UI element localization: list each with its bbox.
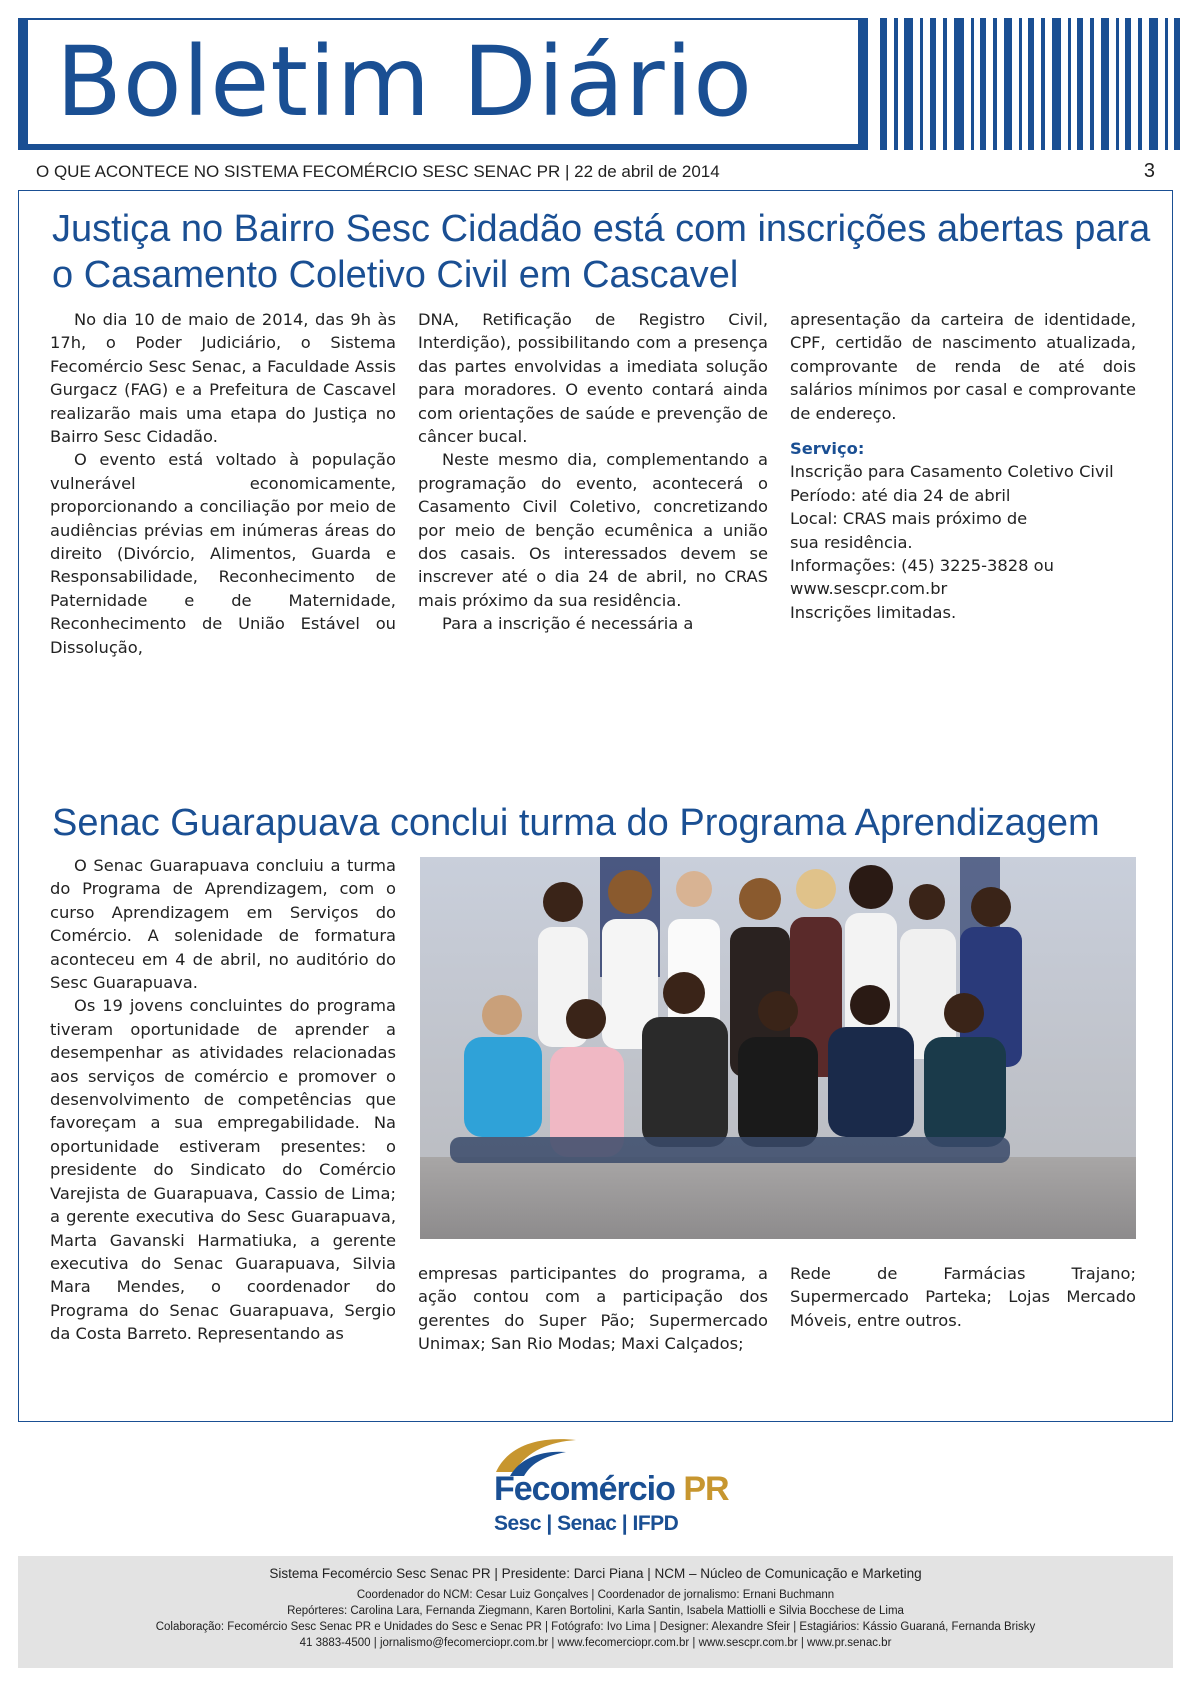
paragraph: apresentação da carteira de identidade, CPF, certidão de nascimento atualizada, comprovante de renda de até dois salários mínimos por casal e comprovante de endereço. bbox=[790, 310, 1136, 423]
service-line: Local: CRAS mais próximo de bbox=[790, 509, 1028, 529]
article1-column-1 bbox=[50, 308, 396, 659]
paragraph: O Senac Guarapuava concluiu a turma do Programa de Aprendizagem, com o curso Aprendizagem em Serviços do Comércio. A solenidade de formatura aconteceu em 4 de abril, no auditório do Sesc Guarapuava. bbox=[50, 856, 396, 993]
service-line: Período: até dia 24 de abril bbox=[790, 485, 1011, 505]
article2-headline: Senac Guarapuava conclui turma do Programa Aprendizagem bbox=[52, 802, 1100, 844]
paragraph: No dia 10 de maio de 2014, das 9h às 17h, o Poder Judiciário, o Sistema Fecomércio Sesc Senac, a Faculdade Assis Gurgacz (FAG) e a Prefeitura de Cascavel realizarão mais uma etapa do Justiça no Bairro Sesc Cidadão. bbox=[50, 310, 396, 447]
page-number: 3 bbox=[1143, 160, 1155, 182]
article1-headline: Justiça no Bairro Sesc Cidadão está com inscrições abertas para o Casamento Coletivo Civil em Cascavel bbox=[52, 208, 1151, 296]
service-box bbox=[790, 437, 1136, 624]
paragraph: empresas participantes do programa, a ação contou com a participação dos gerentes do Super Pão; Supermercado Unimax; San Rio Modas; Maxi Calçados; bbox=[418, 1264, 768, 1354]
footer-line-2: Coordenador do NCM: Cesar Luiz Gonçalves | Coordenador de jornalismo: Ernani Buchmann bbox=[356, 1589, 835, 1601]
masthead-title: Boletim Diário bbox=[28, 20, 858, 144]
paragraph: Rede de Farmácias Trajano; Supermercado Parteka; Lojas Mercado Móveis, entre outros. bbox=[790, 1264, 1136, 1330]
footer bbox=[18, 1556, 1173, 1668]
dateline: O QUE ACONTECE NO SISTEMA FECOMÉRCIO SESC SENAC PR | 22 de abril de 2014 bbox=[36, 162, 720, 181]
fecomercio-logo bbox=[470, 1432, 760, 1542]
service-label: Serviço: bbox=[790, 439, 865, 459]
paragraph: Para a inscrição é necessária a bbox=[442, 614, 694, 634]
article1-column-3 bbox=[790, 308, 1136, 624]
paragraph: Neste mesmo dia, complementando a programação do evento, acontecerá o Casamento Civil Coletivo, concretizando por meio de benção ecumênica a união dos casais. Os interessados devem se inscrever até o dia 24 de abril, no CRAS mais próximo da sua residência. bbox=[418, 450, 768, 610]
service-line: sua residência. bbox=[790, 532, 913, 552]
paragraph: DNA, Retificação de Registro Civil, Interdição), possibilitando com a presença das partes envolvidas a imediata solução para moradores. O evento contará ainda com orientações de saúde e prevenção de câncer bucal. bbox=[418, 310, 768, 447]
footer-line-5: 41 3883-4500 | jornalismo@fecomerciopr.com.br | www.fecomerciopr.com.br | www.sescpr.com.br | www.pr.senac.br bbox=[299, 1637, 892, 1649]
service-line: Inscrição para Casamento Coletivo Civil bbox=[790, 462, 1114, 482]
barcode-decoration bbox=[880, 18, 1180, 150]
service-line: Inscrições limitadas. bbox=[790, 602, 957, 622]
article2-column-2 bbox=[418, 1262, 768, 1356]
service-line: Informações: (45) 3225-3828 ou bbox=[790, 556, 1054, 576]
logo-units-text: Sesc | Senac | IFPD bbox=[494, 1512, 679, 1535]
paragraph: Os 19 jovens concluintes do programa tiveram oportunidade de aprender a desempenhar as atividades relacionadas aos serviços de comércio e promover o desenvolvimento de competências que favoreçam a sua empregabilidade. Na oportunidade estiveram presentes: o presidente do Sindicato do Comércio Varejista de Guarapuava, Cassio de Lima; a gerente executiva do Sesc Guarapuava, Marta Gavanski Harmatiuka, a gerente executiva do Senac Guarapuava, Silvia Mara Mendes, o coordenador do Programa do Senac Guarapuava, Sergio da Costa Barreto. Representando as bbox=[50, 996, 396, 1344]
masthead bbox=[18, 18, 1180, 150]
logo-brand-text: Fecomércio PR bbox=[494, 1470, 729, 1508]
service-line: www.sescpr.com.br bbox=[790, 579, 948, 599]
article2-column-3 bbox=[790, 1262, 1136, 1332]
paragraph: O evento está voltado à população vulnerável economicamente, proporcionando a conciliação por meio de audiências prévias em inúmeras áreas do direito (Divórcio, Alimentos, Guarda e Responsabilidade, Reconhecimento de Paternidade e de Maternidade, Reconhecimento de União Estável ou Dissolução, bbox=[50, 450, 396, 657]
footer-line-4: Colaboração: Fecomércio Sesc Senac PR e Unidades do Sesc e Senac PR | Fotógrafo: Ivo Lima | Designer: Alexandre Sfeir | Estagiários: Kássio Guaraná, Fernanda Brisky bbox=[155, 1621, 1036, 1633]
footer-line-3: Repórteres: Carolina Lara, Fernanda Ziegmann, Karen Bortolini, Karla Santin, Isabela Mattiolli e Silvia Bocchese de Lima bbox=[287, 1605, 904, 1617]
group-photo bbox=[420, 857, 1136, 1239]
article2-column-1 bbox=[50, 854, 396, 1346]
footer-line-1: Sistema Fecomércio Sesc Senac PR | Presidente: Darci Piana | NCM – Núcleo de Comunicação e Marketing bbox=[269, 1566, 922, 1581]
article1-column-2 bbox=[418, 308, 768, 636]
